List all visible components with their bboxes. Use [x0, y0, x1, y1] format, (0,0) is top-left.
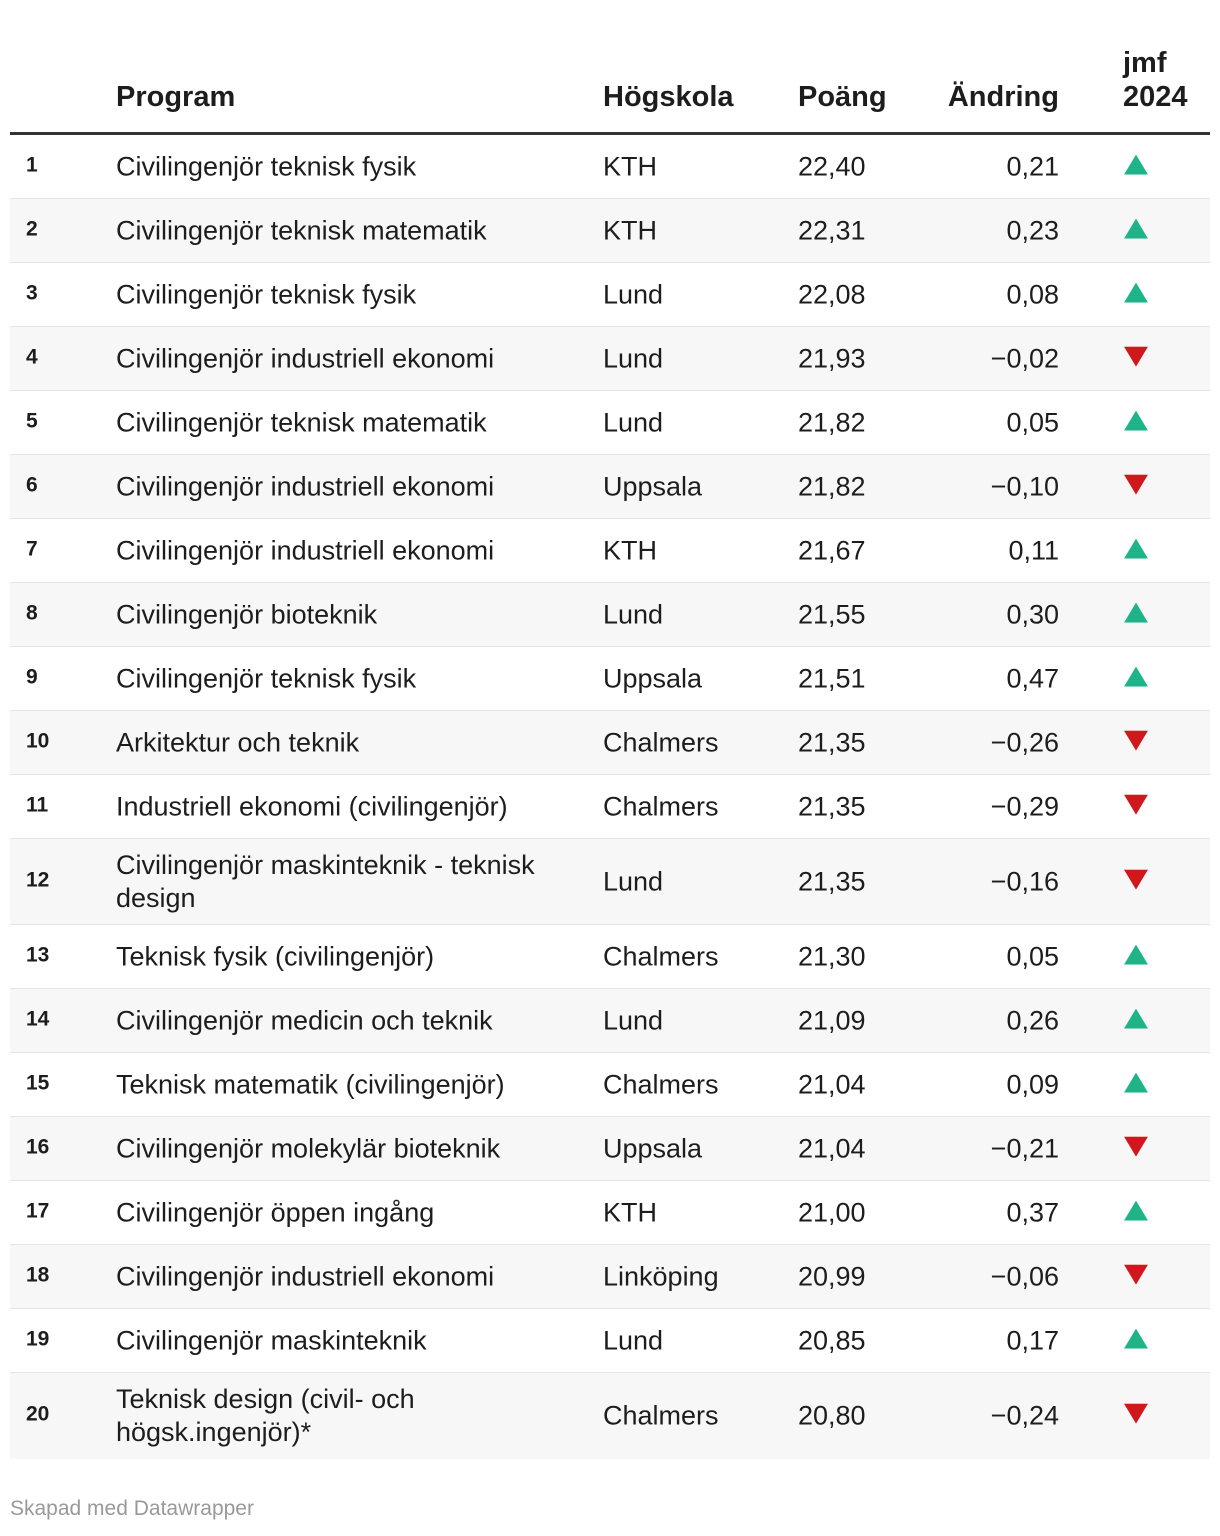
change-cell: 0,05 — [1006, 407, 1059, 437]
school-cell: KTH — [603, 1197, 657, 1227]
change-cell: −0,06 — [990, 1261, 1059, 1291]
points-cell: 21,93 — [798, 343, 866, 373]
points-cell: 22,31 — [798, 215, 866, 245]
points-cell: 21,00 — [798, 1197, 866, 1227]
rank-cell: 6 — [26, 473, 38, 497]
points-cell: 22,40 — [798, 151, 866, 181]
program-cell: Arkitektur och teknik — [116, 727, 360, 757]
table-row — [10, 135, 1210, 199]
program-cell: Industriell ekonomi (civilingenjör) — [116, 791, 508, 821]
points-cell: 21,35 — [798, 866, 866, 896]
header-compare[interactable] — [1123, 46, 1188, 114]
school-cell: Lund — [603, 599, 664, 629]
change-cell: 0,23 — [1006, 215, 1059, 245]
change-cell: 0,21 — [1006, 151, 1059, 181]
school-cell: Lund — [603, 279, 664, 309]
change-cell: −0,21 — [990, 1133, 1059, 1163]
rank-cell: 8 — [26, 601, 38, 625]
table-header — [10, 0, 1210, 135]
school-cell: KTH — [603, 151, 657, 181]
header-compare-line1: jmf — [1123, 47, 1167, 79]
rank-cell: 7 — [26, 537, 38, 561]
triangle-up-icon — [1124, 410, 1148, 430]
program-cell: Civilingenjör öppen ingång — [116, 1197, 435, 1227]
rank-cell: 13 — [26, 943, 50, 967]
school-cell: Chalmers — [603, 1400, 719, 1431]
triangle-down-icon — [1124, 1136, 1148, 1156]
points-cell: 22,08 — [798, 279, 866, 309]
change-cell: −0,16 — [990, 866, 1059, 896]
table-row — [10, 1245, 1210, 1309]
table-row — [10, 583, 1210, 647]
triangle-down-icon — [1124, 1264, 1148, 1284]
triangle-up-icon — [1124, 1072, 1148, 1092]
header-compare-line2: 2024 — [1123, 81, 1188, 113]
triangle-down-icon — [1124, 346, 1148, 366]
program-cell: Civilingenjör teknisk matematik — [116, 215, 487, 245]
triangle-up-icon — [1124, 1328, 1148, 1348]
triangle-up-icon — [1124, 944, 1148, 964]
school-cell: Lund — [603, 866, 664, 896]
school-cell: Lund — [603, 407, 664, 437]
triangle-up-icon — [1124, 1008, 1148, 1028]
school-cell: Lund — [603, 343, 664, 373]
triangle-up-icon — [1124, 666, 1148, 686]
rank-cell: 4 — [26, 345, 38, 369]
rank-cell: 3 — [26, 281, 38, 305]
table-row — [10, 1373, 1210, 1459]
program-cell: Teknisk fysik (civilingenjör) — [116, 941, 435, 971]
table-row — [10, 1117, 1210, 1181]
triangle-up-icon — [1124, 602, 1148, 622]
points-cell: 21,04 — [798, 1069, 866, 1099]
triangle-up-icon — [1124, 218, 1148, 238]
triangle-up-icon — [1124, 538, 1148, 558]
program-cell: Civilingenjör industriell ekonomi — [116, 343, 495, 373]
rank-cell: 2 — [26, 217, 38, 241]
header-points[interactable]: Poäng — [798, 81, 887, 113]
rank-cell: 10 — [26, 729, 50, 753]
change-cell: −0,26 — [990, 727, 1059, 757]
table-row — [10, 263, 1210, 327]
program-cell: Civilingenjör teknisk fysik — [116, 279, 417, 309]
header-school[interactable]: Högskola — [603, 81, 734, 113]
program-cell: Civilingenjör maskinteknik - teknisk design — [116, 849, 535, 913]
triangle-down-icon — [1124, 1404, 1148, 1424]
points-cell: 21,67 — [798, 535, 866, 565]
triangle-up-icon — [1124, 282, 1148, 302]
school-cell: Chalmers — [603, 1069, 719, 1099]
program-cell: Civilingenjör medicin och teknik — [116, 1005, 493, 1035]
points-cell: 21,82 — [798, 471, 866, 501]
table-row — [10, 391, 1210, 455]
points-cell: 21,82 — [798, 407, 866, 437]
program-cell: Civilingenjör industriell ekonomi — [116, 1261, 495, 1291]
triangle-up-icon — [1124, 154, 1148, 174]
rank-cell: 17 — [26, 1199, 50, 1223]
points-cell: 21,04 — [798, 1133, 866, 1163]
rank-cell: 20 — [26, 1402, 50, 1426]
points-cell: 20,99 — [798, 1261, 866, 1291]
datawrapper-credit[interactable]: Skapad med Datawrapper — [10, 1497, 254, 1520]
school-cell: Uppsala — [603, 663, 703, 693]
program-cell: Civilingenjör bioteknik — [116, 599, 378, 629]
program-cell: Civilingenjör molekylär bioteknik — [116, 1133, 501, 1163]
header-program[interactable]: Program — [116, 81, 236, 113]
points-cell: 20,80 — [798, 1400, 866, 1431]
table-row — [10, 199, 1210, 263]
program-cell: Civilingenjör teknisk fysik — [116, 151, 417, 181]
triangle-down-icon — [1124, 730, 1148, 750]
table-row — [10, 647, 1210, 711]
rank-cell: 5 — [26, 409, 38, 433]
rank-cell: 14 — [26, 1007, 50, 1031]
table-row — [10, 1053, 1210, 1117]
program-cell: Teknisk matematik (civilingenjör) — [116, 1069, 505, 1099]
points-cell: 21,55 — [798, 599, 866, 629]
points-cell: 21,30 — [798, 941, 866, 971]
points-cell: 21,09 — [798, 1005, 866, 1035]
change-cell: −0,29 — [990, 791, 1059, 821]
school-cell: Uppsala — [603, 471, 703, 501]
ranking-table — [10, 0, 1210, 1459]
rank-cell: 9 — [26, 665, 38, 689]
program-cell: Civilingenjör industriell ekonomi — [116, 471, 495, 501]
program-cell: Teknisk design (civil- och högsk.ingenjör)* — [116, 1384, 415, 1447]
table-row — [10, 839, 1210, 925]
triangle-up-icon — [1124, 1200, 1148, 1220]
change-cell: 0,08 — [1006, 279, 1059, 309]
points-cell: 21,35 — [798, 791, 866, 821]
table-row — [10, 711, 1210, 775]
table-row — [10, 775, 1210, 839]
change-cell: 0,47 — [1006, 663, 1059, 693]
table-row — [10, 1309, 1210, 1373]
table-row — [10, 327, 1210, 391]
program-cell: Civilingenjör industriell ekonomi — [116, 535, 495, 565]
triangle-down-icon — [1124, 794, 1148, 814]
rank-cell: 1 — [26, 153, 38, 177]
change-cell: 0,26 — [1006, 1005, 1059, 1035]
program-cell: Civilingenjör maskinteknik — [116, 1325, 427, 1355]
change-cell: −0,24 — [990, 1400, 1059, 1431]
change-cell: 0,05 — [1006, 941, 1059, 971]
program-cell: Civilingenjör teknisk matematik — [116, 407, 487, 437]
school-cell: Chalmers — [603, 791, 719, 821]
change-cell: 0,17 — [1006, 1325, 1059, 1355]
table-row — [10, 455, 1210, 519]
school-cell: Chalmers — [603, 727, 719, 757]
change-cell: 0,09 — [1006, 1069, 1059, 1099]
table-row — [10, 989, 1210, 1053]
rank-cell: 18 — [26, 1263, 50, 1287]
change-cell: 0,37 — [1006, 1197, 1059, 1227]
school-cell: KTH — [603, 215, 657, 245]
rank-cell: 12 — [26, 868, 50, 892]
rank-cell: 15 — [26, 1071, 50, 1095]
school-cell: Lund — [603, 1005, 664, 1035]
table-row — [10, 925, 1210, 989]
school-cell: KTH — [603, 535, 657, 565]
rank-cell: 16 — [26, 1135, 50, 1159]
change-cell: 0,11 — [1008, 535, 1059, 565]
program-cell: Civilingenjör teknisk fysik — [116, 663, 417, 693]
points-cell: 21,51 — [798, 663, 866, 693]
change-cell: −0,10 — [990, 471, 1059, 501]
school-cell: Chalmers — [603, 941, 719, 971]
change-cell: −0,02 — [990, 343, 1059, 373]
triangle-down-icon — [1124, 474, 1148, 494]
points-cell: 20,85 — [798, 1325, 866, 1355]
table-row — [10, 519, 1210, 583]
points-cell: 21,35 — [798, 727, 866, 757]
table-row — [10, 1181, 1210, 1245]
school-cell: Lund — [603, 1325, 664, 1355]
triangle-down-icon — [1124, 869, 1148, 889]
school-cell: Linköping — [603, 1261, 719, 1291]
change-cell: 0,30 — [1006, 599, 1059, 629]
rank-cell: 11 — [26, 793, 49, 817]
table-body — [10, 135, 1210, 1459]
header-change[interactable]: Ändring — [947, 81, 1059, 113]
rank-cell: 19 — [26, 1327, 50, 1351]
school-cell: Uppsala — [603, 1133, 703, 1163]
